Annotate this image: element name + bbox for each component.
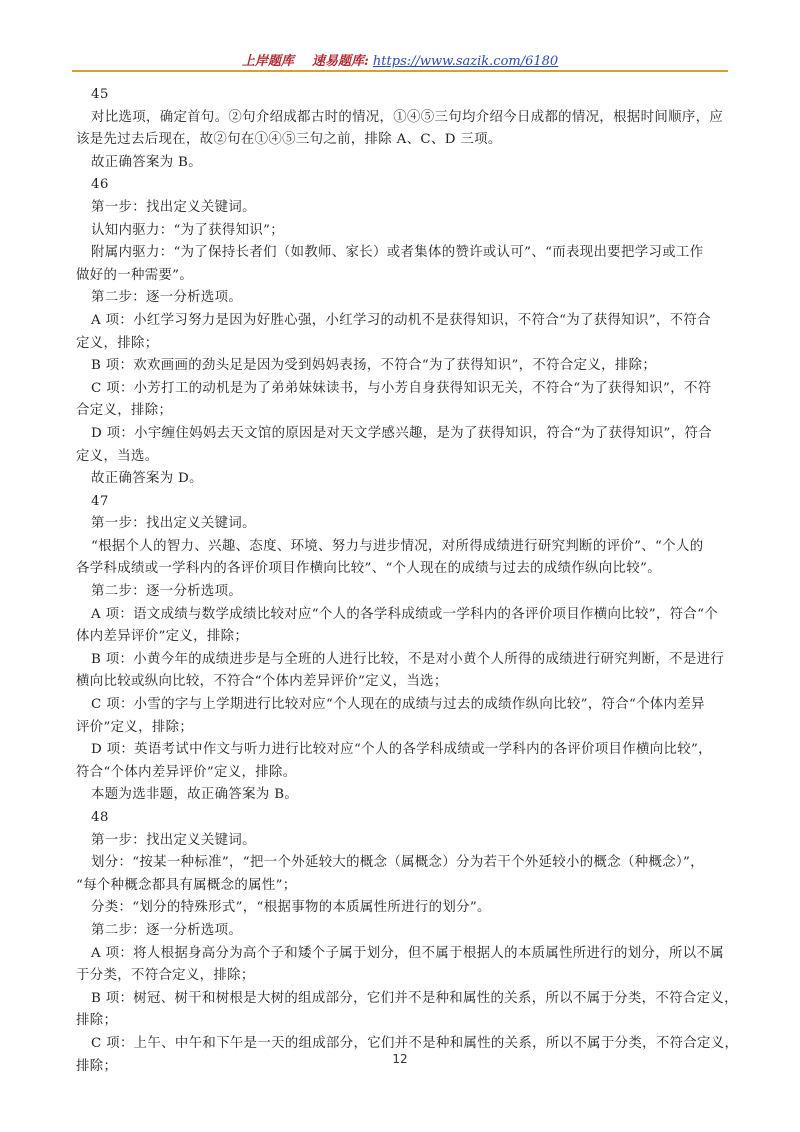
document-body — [76, 84, 739, 1078]
header-link[interactable]: https://www.sazik.com/6180 — [372, 54, 559, 69]
text-line: 合定义，排除； — [76, 403, 173, 419]
text-line: B 项：树冠、树干和树根是大树的组成部分，它们并不是种和属性的关系，所以不属于分类，不符合定义， — [91, 990, 738, 1006]
text-line: 46 — [91, 177, 109, 193]
text-line: 第一步：找出定义关键词。 — [91, 516, 256, 532]
text-line: 对比选项，确定首句。②句介绍成都古时的情况，①④⑤三句均介绍今日成都的情况，根据时间顺序，应 — [91, 109, 724, 125]
text-line: A 项：小红学习努力是因为好胜心强，小红学习的动机不是获得知识，不符合“为了获得知识”，不符合 — [91, 312, 711, 328]
text-line: 符合“个体内差异评价”定义，排除。 — [76, 764, 297, 780]
text-line: 做好的一种需要”。 — [76, 267, 194, 283]
text-line: C 项：小雪的字与上学期进行比较对应“个人现在的成绩与过去的成绩作纵向比较”，符合“个体内差异 — [91, 697, 705, 713]
text-line: D 项：小宇缠住妈妈去天文馆的原因是对天文学感兴趣，是为了获得知识，符合“为了获得知识”，符合 — [91, 425, 712, 441]
text-line: 评价”定义，排除； — [76, 719, 194, 735]
site-name: 上岸题库 — [241, 54, 294, 69]
text-line: 认知内驱力：“为了获得知识”； — [91, 222, 285, 238]
text-line: 于分类，不符合定义，排除； — [76, 968, 255, 984]
text-line: B 项：小黄今年的成绩进步是与全班的人进行比较，不是对小黄个人所得的成绩进行研究判断，不是进行 — [91, 651, 725, 667]
text-line: 第二步：逐一分析选项。 — [91, 584, 243, 600]
text-line: C 项：小芳打工的动机是为了弟弟妹妹读书，与小芳自身获得知识无关，不符合“为了获得知识”，不符 — [91, 380, 712, 396]
text-line: 排除； — [76, 1013, 118, 1029]
text-line: 附属内驱力：“为了保持长者们（如教师、家长）或者集体的赞许或认可”、“而表现出要把学习或工作 — [91, 245, 704, 261]
text-line: 各学科成绩或一学科内的各评价项目作横向比较”、“个人现在的成绩与过去的成绩作纵向比较”。 — [76, 561, 661, 577]
text-line: 定义，排除； — [76, 335, 159, 351]
page-number: 12 — [392, 1052, 408, 1066]
header-label: 速易题库: — [311, 54, 369, 69]
text-line: 体内差异评价”定义，排除； — [76, 629, 249, 645]
text-line: A 项：将人根据身高分为高个子和矮个子属于划分，但不属于根据人的本质属性所进行的划分，所以不属 — [91, 945, 724, 961]
text-line: “根据个人的智力、兴趣、态度、环境、努力与进步情况，对所得成绩进行研究判断的评价”、“个人的 — [91, 538, 704, 554]
text-line: 划分：“按某一种标准”，“把一个外延较大的概念（属概念）分为若干个外延较小的概念（种概念）”， — [91, 855, 704, 871]
text-line: “每个种概念都具有属概念的属性”； — [76, 877, 297, 893]
header-divider — [72, 70, 728, 72]
text-line: C 项：上午、中午和下午是一天的组成部分，它们并不是种和属性的关系，所以不属于分类，不符合定义， — [91, 1035, 739, 1051]
text-line: D 项：英语考试中作文与听力进行比较对应“个人的各学科成绩或一学科内的各评价项目作横向比较”， — [91, 742, 712, 758]
text-line: 45 — [91, 87, 109, 102]
text-line: 第一步：找出定义关键词。 — [91, 199, 256, 215]
text-line: 分类：“划分的特殊形式”，“根据事物的本质属性所进行的划分”。 — [91, 900, 491, 916]
text-line: 第一步：找出定义关键词。 — [91, 832, 256, 848]
text-line: 第二步：逐一分析选项。 — [91, 922, 243, 938]
text-line: B 项：欢欢画画的劲头足是因为受到妈妈表扬，不符合“为了获得知识”，不符合定义，排除； — [91, 358, 657, 374]
text-line: 故正确答案为 D。 — [91, 471, 203, 487]
text-line: 排除； — [76, 1058, 118, 1074]
text-line: 故正确答案为 B。 — [91, 154, 202, 170]
text-line: 47 — [91, 493, 109, 509]
text-line: 本题为选非题，故正确答案为 B。 — [91, 787, 299, 803]
text-line: 第二步：逐一分析选项。 — [91, 290, 243, 306]
text-line: 48 — [91, 810, 109, 825]
text-line: 该是先过去后现在，故②句在①④⑤三句之前，排除 A、C、D 三项。 — [76, 132, 502, 148]
text-line: A 项：语文成绩与数学成绩比较对应“个人的各学科成绩或一学科内的各评价项目作横向比较”，符合“个 — [91, 606, 719, 622]
text-line: 定义，当选。 — [76, 448, 159, 464]
text-line: 横向比较或纵向比较，不符合“个体内差异评价”定义，当选； — [76, 674, 448, 690]
page-header — [0, 50, 800, 69]
